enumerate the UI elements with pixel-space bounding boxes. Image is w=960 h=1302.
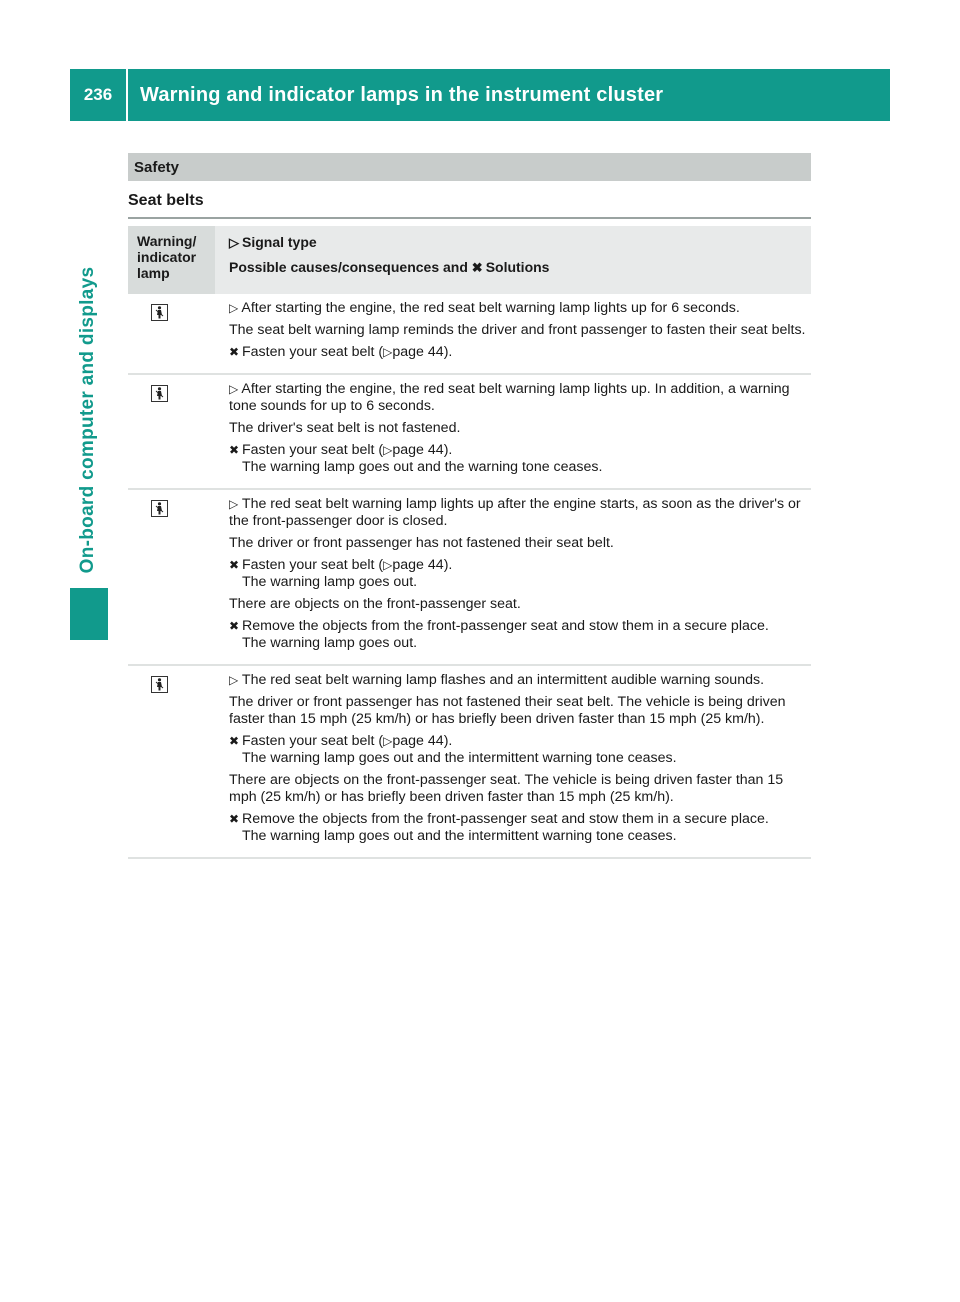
seat-belt-warning-icon [151,385,168,402]
col-header-lamp-line: indicator [137,249,197,265]
page-ref-icon: ▷ [383,558,393,572]
solution-step [229,733,811,767]
page-ref-link[interactable]: page 44 [392,557,444,573]
signal-marker-icon: ▷ [229,235,239,250]
col-header-lamp-line: lamp [137,265,170,281]
step-marker-icon: ✖ [229,619,240,633]
page-ref-icon: ▷ [383,345,393,359]
step-text-end: ). [443,344,453,360]
cause-text: The driver or front passenger has not fastened their seat belt. The vehicle is being driven faster than 15 mph (25 km/h) or has briefly been driven faster than 15 mph (25 km/h). [229,694,786,727]
seat-belt-warning-icon [151,500,168,517]
table-header [128,226,811,294]
chapter-title: Warning and indicator lamps in the instrument cluster [140,83,664,106]
page-ref-link[interactable]: page 44 [392,442,444,458]
col-header-lamp-line: Warning/ [137,233,197,249]
col-header-lamp [128,226,215,294]
table-row [128,375,811,490]
step-result: The warning lamp goes out and the intermittent warning tone ceases. [242,828,677,844]
page-ref-link[interactable]: page 44 [392,344,444,360]
page-number: 236 [70,69,128,121]
cause-text: There are objects on the front-passenger seat. The vehicle is being driven faster than 15 mph (25 km/h) or has briefly been driven faster than 15 mph (25 km/h). [229,772,784,805]
table-row [128,490,811,666]
col-header-causes: Possible causes/consequences and [229,259,468,275]
table-row [128,294,811,375]
table-row [128,666,811,859]
solution-step [229,811,811,845]
step-result: The warning lamp goes out and the intermittent warning tone ceases. [242,750,677,766]
cause-text: The driver or front passenger has not fastened their seat belt. [229,535,614,551]
page-header [70,69,890,121]
step-marker-icon: ✖ [229,812,240,826]
signal-cell [215,375,811,488]
step-text: Fasten your seat belt ( [242,442,384,458]
solution-step [229,618,811,652]
col-header-solutions: Solutions [485,259,550,275]
subheading: Seat belts [128,192,204,209]
warning-lamp-table [128,226,811,859]
lamp-cell [128,666,215,857]
step-text: Fasten your seat belt ( [242,344,384,360]
side-tab-marker [70,588,108,640]
seat-belt-warning-icon [151,304,168,321]
cause-text: The driver's seat belt is not fastened. [229,420,461,436]
step-text: Remove the objects from the front-passenger seat and stow them in a secure place. [242,618,769,634]
col-header-signal [215,226,549,294]
step-marker-icon: ✖ [229,345,240,359]
step-marker-icon: ✖ [229,558,240,572]
step-result: The warning lamp goes out and the warning tone ceases. [242,459,603,475]
page-ref-icon: ▷ [383,443,393,457]
solution-step [229,442,811,476]
section-title: Safety [134,158,180,176]
step-result: The warning lamp goes out. [242,574,418,590]
lamp-cell [128,294,215,373]
page-ref-icon: ▷ [383,734,393,748]
step-text: Fasten your seat belt ( [242,733,384,749]
step-marker-icon: ✖ [229,734,240,748]
signal-text: The red seat belt warning lamp flashes and an intermittent audible warning sounds. [241,672,765,688]
step-text: Fasten your seat belt ( [242,557,384,573]
cause-text: There are objects on the front-passenger seat. [229,596,521,612]
signal-text: After starting the engine, the red seat belt warning lamp lights up. In addition, a warning tone sounds for up to 6 seconds. [229,381,790,414]
step-text: Remove the objects from the front-passenger seat and stow them in a secure place. [242,811,769,827]
subheading-divider [128,217,811,219]
signal-text: After starting the engine, the red seat belt warning lamp lights up for 6 seconds. [241,300,740,316]
step-text-end: ). [443,557,453,573]
signal-marker-icon: ▷ [229,673,239,687]
signal-marker-icon: ▷ [229,497,239,511]
solution-step [229,344,811,361]
signal-marker-icon: ▷ [229,301,239,315]
section-bar [128,153,811,181]
step-result: The warning lamp goes out. [242,635,418,651]
step-marker-icon: ✖ [471,260,483,275]
lamp-cell [128,490,215,664]
side-tab-label: On-board computer and displays [77,266,98,574]
cause-text: The seat belt warning lamp reminds the driver and front passenger to fasten their seat belts. [229,322,806,338]
step-text-end: ). [443,733,453,749]
solution-step [229,557,811,591]
signal-cell [215,294,811,373]
step-text-end: ). [443,442,453,458]
step-marker-icon: ✖ [229,443,240,457]
lamp-cell [128,375,215,488]
seat-belt-warning-icon [151,676,168,693]
signal-marker-icon: ▷ [229,382,239,396]
signal-text: The red seat belt warning lamp lights up after the engine starts, as soon as the driver's or the front-passenger door is closed. [229,496,801,529]
signal-cell [215,490,811,664]
page-ref-link[interactable]: page 44 [392,733,444,749]
signal-cell [215,666,811,857]
col-header-signal-type: Signal type [242,234,317,250]
